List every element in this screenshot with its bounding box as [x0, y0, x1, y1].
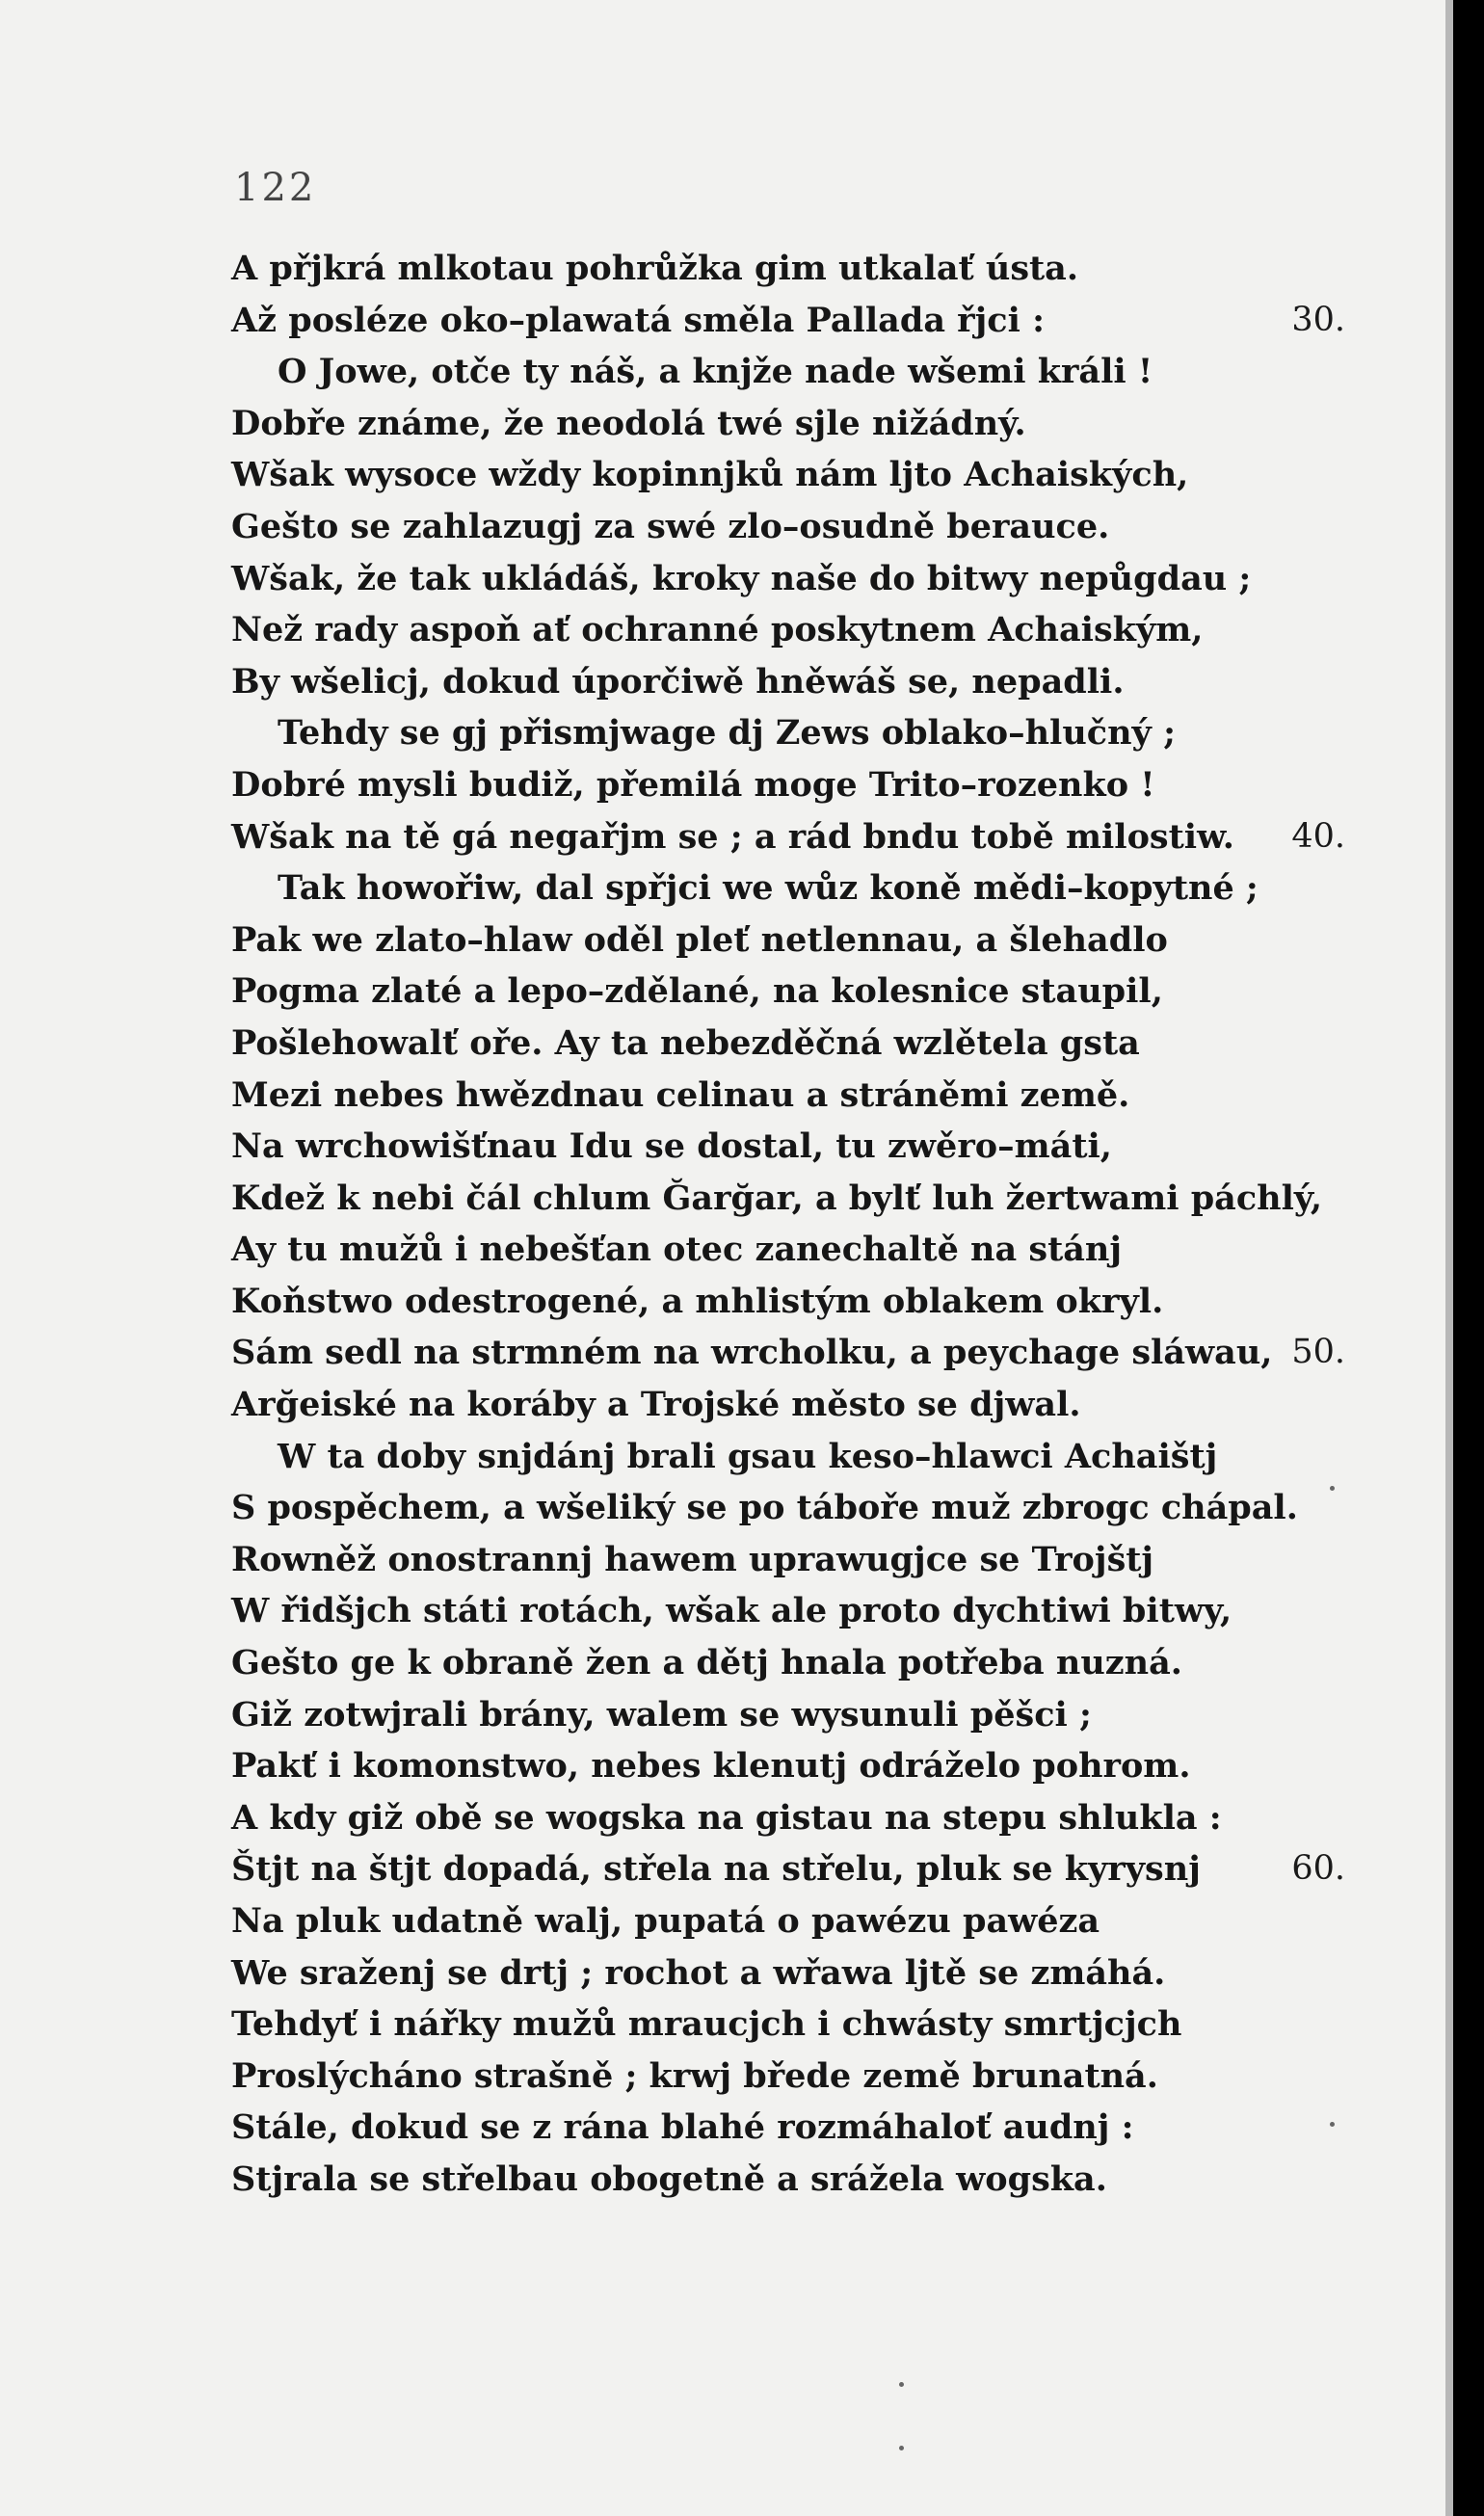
verse-text: A kdy giž obě se wogska na gistau na stepu shlukla : [231, 1797, 1222, 1838]
verse-text: Giž zotwjrali brány, walem se wysunuli pěšci ; [231, 1694, 1092, 1735]
verse-text: Rowněž onostrannj hawem uprawugjce se Trojštj [231, 1539, 1154, 1579]
verse-text: Stjrala se střelbau obogetně a srážela wogska. [231, 2158, 1107, 2199]
verse-text: Tehdy se gj přismjwage dj Zews oblako–hlučný ; [278, 713, 1176, 754]
verse-line [231, 604, 1359, 656]
verse-text: We sraženj se drtj ; rochot a wřawa ljtě se zmáhá. [231, 1952, 1166, 1993]
verse-line [231, 553, 1359, 605]
verse-line [231, 1895, 1359, 1947]
verse-text: Pogma zlaté a lepo–zdělané, na kolesnice staupil, [231, 971, 1163, 1012]
verse-line [231, 449, 1359, 501]
verse-line [231, 398, 1359, 450]
verse-line [231, 346, 1359, 398]
verse-line [231, 1534, 1359, 1586]
verse-line [231, 1018, 1359, 1070]
verse-text: O Jowe, otče ty náš, a knjže nade wšemi králi ! [278, 352, 1153, 392]
verse-line [231, 1740, 1359, 1792]
verse-text: By wšelicj, dokud úporčiwě hněwáš se, nepadli. [231, 661, 1125, 702]
line-number: 30. [1291, 300, 1345, 339]
verse-text: Pošlehowalť oře. Ay ta nebezděčná wzlětela gsta [231, 1022, 1140, 1063]
verse-text: Dobře známe, že neodolá twé sjle nižádný. [231, 403, 1026, 443]
poem-text [231, 243, 1359, 2206]
verse-line [231, 656, 1359, 708]
verse-line [231, 1585, 1359, 1637]
verse-text: Mezi nebes hwězdnau celinau a stráněmi země. [231, 1074, 1130, 1115]
verse-text: S pospěchem, a wšeliký se po táboře muž zbrogc chápal. [231, 1488, 1298, 1528]
verse-text: Wšak wysoce wždy kopinnjků nám ljto Achaiských, [231, 455, 1189, 495]
verse-text: Gešto se zahlazugj za swé zlo–osudně berauce. [231, 506, 1110, 546]
verse-line [231, 2102, 1359, 2154]
verse-text: Koňstwo odestrogené, a mhlistým oblakem okryl. [231, 1281, 1164, 1321]
verse-line [231, 2051, 1359, 2103]
paper-speck [1330, 1486, 1335, 1491]
verse-text: Kdež k nebi čál chlum Ğarğar, a bylť luh žertwami páchlý, [231, 1178, 1323, 1218]
verse-line [231, 1792, 1359, 1844]
verse-line [231, 966, 1359, 1018]
verse-line [231, 1689, 1359, 1741]
verse-text: Pak we zlato–hlaw oděl pleť netlennau, a šlehadlo [231, 919, 1168, 960]
verse-line [231, 1173, 1359, 1225]
verse-text: A přjkrá mlkotau pohrůžka gim utkalať ústa. [231, 249, 1079, 288]
paper-speck [1330, 2122, 1335, 2127]
verse-line [231, 1327, 1359, 1379]
page-number: 122 [234, 166, 317, 210]
verse-text: Než rady aspoň ať ochranné poskytnem Achaiským, [231, 610, 1204, 650]
verse-line [231, 1224, 1359, 1276]
verse-line [231, 1276, 1359, 1328]
verse-line [231, 1637, 1359, 1689]
verse-text: Ay tu mužů i nebešťan otec zanechaltě na stánj [231, 1230, 1123, 1270]
verse-line [231, 1379, 1359, 1431]
verse-text: Stále, dokud se z rána blahé rozmáhaloť audnj : [231, 2107, 1134, 2148]
verse-line [231, 862, 1359, 914]
verse-line [231, 707, 1359, 759]
verse-text: Na pluk udatně walj, pupatá o pawézu pawéza [231, 1901, 1100, 1941]
verse-line [231, 1999, 1359, 2051]
verse-text: Wšak na tě gá negařjm se ; a rád bndu tobě milostiw. [231, 816, 1234, 857]
verse-line [231, 501, 1359, 553]
verse-line [231, 1482, 1359, 1534]
verse-line [231, 914, 1359, 967]
verse-text: Až posléze oko–plawatá směla Pallada řjci : [231, 300, 1045, 340]
verse-line [231, 1431, 1359, 1483]
verse-line [231, 1843, 1359, 1895]
verse-text: Tak howořiw, dal spřjci we wůz koně mědi–kopytné ; [278, 868, 1259, 909]
verse-line [231, 295, 1359, 347]
verse-text: W ta doby snjdánj brali gsau keso–hlawci Achaištj [278, 1436, 1218, 1476]
verse-text: W řidšjch státi rotách, wšak ale proto dychtiwi bitwy, [231, 1591, 1232, 1631]
verse-text: Arğeiské na koráby a Trojské město se djwal. [231, 1385, 1081, 1425]
line-number: 50. [1291, 1333, 1345, 1372]
verse-line [231, 759, 1359, 811]
verse-text: Dobré mysli budiž, přemilá moge Trito–rozenko ! [231, 764, 1155, 805]
verse-line [231, 243, 1359, 295]
line-number: 40. [1291, 816, 1345, 856]
verse-text: Wšak, že tak ukládáš, kroky naše do bitwy nepůgdau ; [231, 558, 1252, 598]
verse-text: Na wrchowišťnau Idu se dostal, tu zwěro–máti, [231, 1126, 1112, 1167]
verse-line [231, 1070, 1359, 1122]
paper-speck [899, 2446, 904, 2450]
verse-line [231, 1947, 1359, 2000]
verse-text: Sám sedl na strmném na wrcholku, a peychage sláwau, [231, 1333, 1273, 1373]
verse-text: Tehdyť i nářky mužů mraucjch i chwásty smrtjcjch [231, 2004, 1182, 2045]
verse-line [231, 811, 1359, 863]
verse-text: Proslýcháno strašně ; krwj břede země brunatná. [231, 2055, 1158, 2096]
line-number: 60. [1291, 1849, 1345, 1889]
verse-text: Gešto ge k obraně žen a dětj hnala potřeba nuzná. [231, 1643, 1182, 1683]
verse-text: Štjt na štjt dopadá, střela na střelu, pluk se kyrysnj [231, 1849, 1201, 1890]
paper-speck [899, 2382, 904, 2387]
verse-line [231, 2154, 1359, 2206]
verse-text: Pakť i komonstwo, nebes klenutj odráželo pohrom. [231, 1746, 1191, 1787]
verse-line [231, 1121, 1359, 1173]
